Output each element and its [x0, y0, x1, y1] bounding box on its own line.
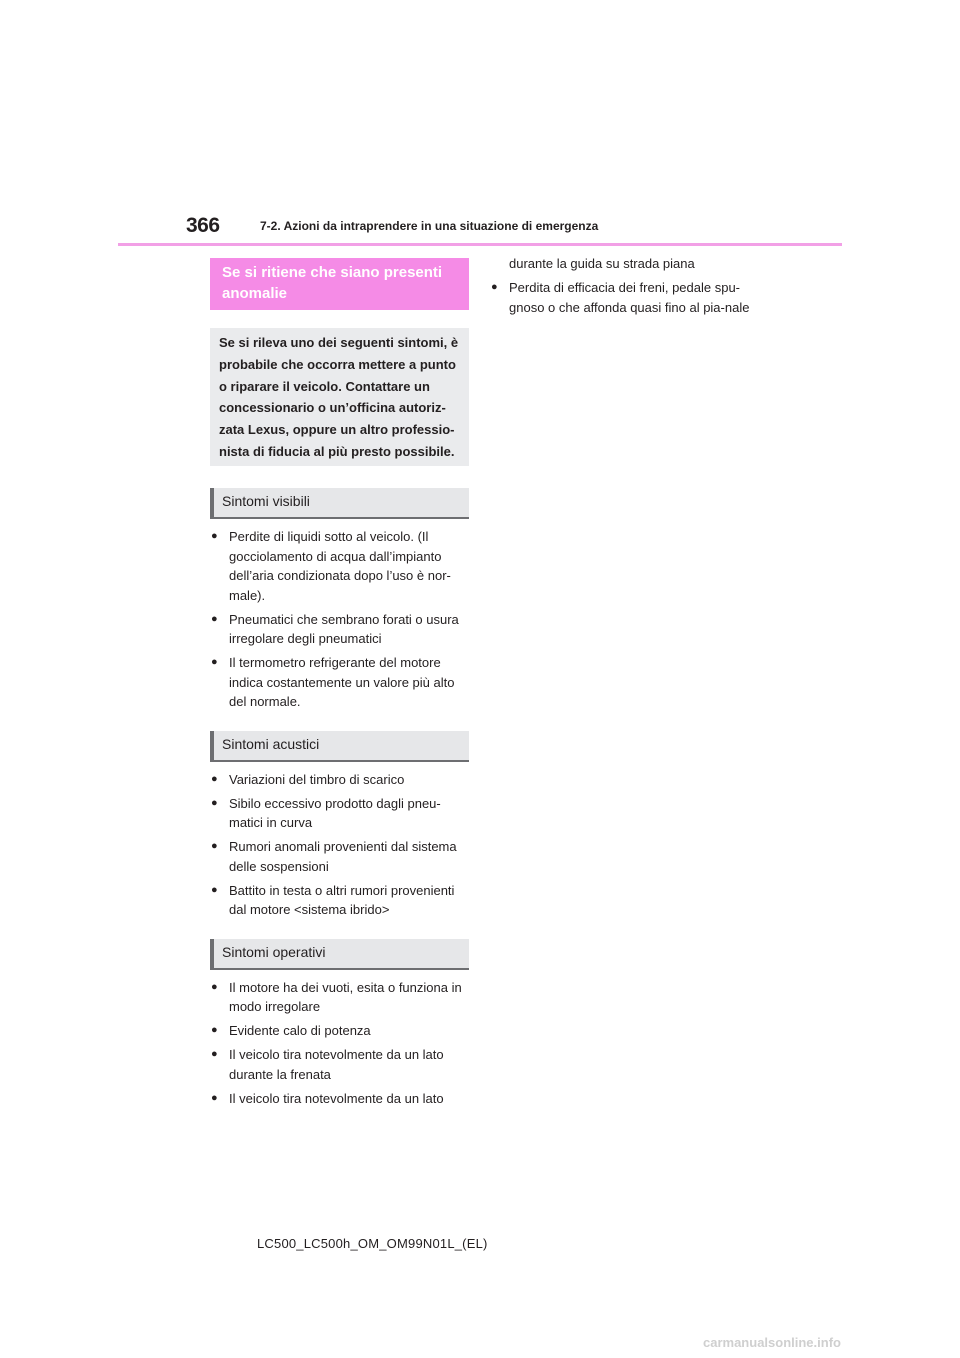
watermark: carmanualsonline.info — [703, 1335, 841, 1350]
section-list — [210, 978, 469, 1109]
list-item: ● Variazioni del timbro di scarico — [210, 770, 469, 790]
list-item: ● Evidente calo di potenza — [210, 1021, 469, 1041]
intro-text: Se si rileva uno dei seguenti sintomi, è probabile che occorra mettere a punto o riparare il veicolo. Contattare un concessionario o un’officina autoriz-zata Lexus, oppure un altro professio-nista di fiducia al più presto possibile. — [219, 335, 459, 459]
bullet-icon: ● — [491, 281, 498, 293]
bullet-icon: ● — [211, 840, 218, 852]
section-title: Sintomi visibili — [210, 488, 469, 519]
list-item: ● Rumori anomali provenienti dal sistema delle sospensioni — [211, 839, 457, 874]
bullet-icon: ● — [211, 612, 218, 625]
bullet-icon: ● — [211, 772, 218, 785]
intro-title-box — [210, 258, 469, 310]
list-item: ● Sibilo eccessivo prodotto dagli pneu-matici in curva — [211, 795, 441, 830]
bullet-icon: ● — [211, 530, 218, 542]
intro-title: Se si ritiene che siano presenti anomalie — [222, 264, 443, 302]
section-list — [210, 770, 469, 920]
section-operative — [210, 939, 469, 1109]
list-item: ● Il veicolo tira notevolmente da un lato — [210, 1089, 469, 1109]
bullet-icon: ● — [211, 796, 218, 809]
section-title: Sintomi operativi — [210, 939, 469, 970]
list-item: ● Il motore ha dei vuoti, esita o funziona in modo irregolare — [211, 979, 462, 1014]
bullet-icon: ● — [211, 656, 218, 668]
running-header: 7-2. Azioni da intraprendere in una situazione di emergenza — [260, 219, 599, 233]
bullet-icon: ● — [211, 1091, 218, 1104]
bullet-icon: ● — [211, 1024, 218, 1036]
list-item: ● Perdita di efficacia dei freni, pedale spu-gnoso o che affonda quasi fino al pia-nale — [491, 280, 750, 315]
section-list — [210, 527, 469, 712]
bullet-icon: ● — [211, 883, 218, 896]
list-item: ● Il termometro refrigerante del motore indica costantemente un valore più alto del normale. — [211, 655, 455, 709]
bullet-icon: ● — [211, 980, 218, 993]
bullet-icon: ● — [211, 1048, 218, 1060]
list-item: ● Il veicolo tira notevolmente da un lato durante la frenata — [211, 1047, 444, 1082]
intro-text-box — [210, 328, 469, 466]
section-title: Sintomi acustici — [210, 731, 469, 762]
header-rule — [118, 243, 842, 246]
section-acoustic — [210, 731, 469, 920]
footer-code: LC500_LC500h_OM_OM99N01L_(EL) — [257, 1236, 488, 1251]
section-visible — [210, 488, 469, 712]
continuation-text: durante la guida su strada piana — [509, 256, 695, 271]
right-column — [490, 254, 760, 322]
list-item: ● Battito in testa o altri rumori provenienti dal motore <sistema ibrido> — [211, 882, 455, 917]
list-item: ● Perdite di liquidi sotto al veicolo. (Il gocciolamento di acqua dall’impianto dell’aria condizionata dopo l’uso è nor-male). — [211, 529, 451, 603]
list-item: ● Pneumatici che sembrano forati o usura irregolare degli pneumatici — [211, 611, 459, 646]
section-list — [490, 278, 760, 317]
left-column — [210, 258, 469, 1113]
page-number: 366 — [186, 214, 220, 237]
